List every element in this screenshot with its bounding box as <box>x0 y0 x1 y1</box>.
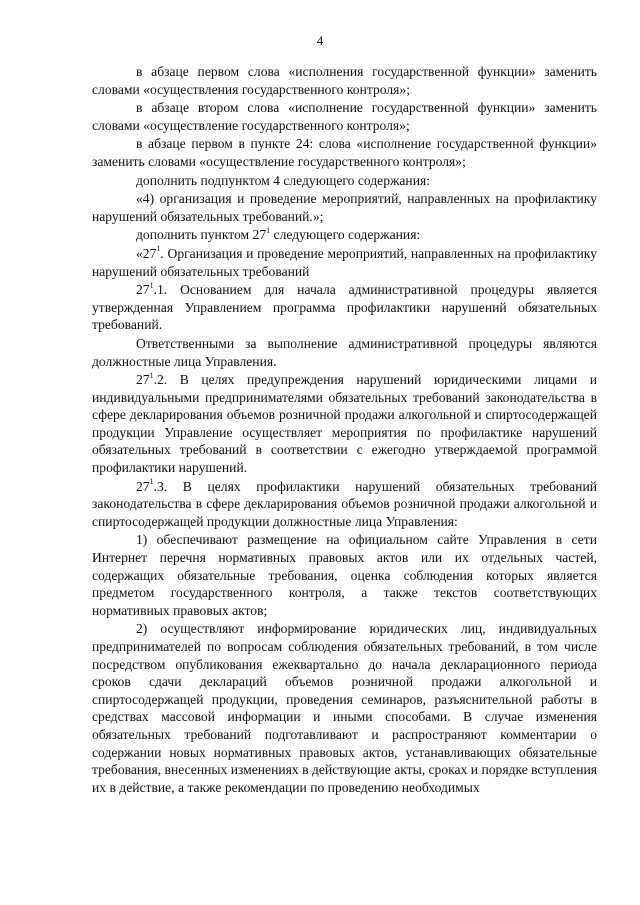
document-body <box>92 63 597 797</box>
page-number: 4 <box>316 33 324 48</box>
paragraph-text: 27 <box>136 372 150 388</box>
paragraph: в абзаце первом в пункте 24: слова «исполнение государственной функции» заменить словами «осуществление государственного контроля»; <box>92 136 597 169</box>
paragraph-text: .2. В целях предупреждения нарушений юридическими лицами и индивидуальными предпринимателями обязательных требований законодательства в сфере декларирования объемов розничной продажи алкогольной и спиртосодержащей продукции Управление осуществляет мероприятия по профилактике нарушений обязательных требований в соответствии с ежегодно утверждаемой программой профилактики нарушений. <box>92 372 597 476</box>
paragraph-text: «27 <box>136 245 157 261</box>
paragraph <box>92 245 597 280</box>
paragraph-text: . Организация и проведение мероприятий, направленных на профилактику нарушений обязательных требований <box>92 245 597 279</box>
superscript: 1 <box>149 280 154 290</box>
superscript: 1 <box>266 225 271 235</box>
paragraph: в абзаце первом слова «исполнения государственной функции» заменить словами «осуществления государственного контроля»; <box>92 64 597 97</box>
paragraph-text: 27 <box>136 282 150 298</box>
superscript: 1 <box>149 477 154 487</box>
paragraph <box>92 478 597 531</box>
paragraph-text: .3. В целях профилактики нарушений обязательных требований законодательства в сфере декларирования объемов розничной продажи алкогольной и спиртосодержащей продукции должностные лица Управления: <box>92 478 597 529</box>
paragraph <box>92 226 597 244</box>
paragraph-text: 27 <box>136 478 150 494</box>
paragraph-text: .1. Основанием для начала административной процедуры является утвержденная Управлением программа профилактики нарушений обязательных требований. <box>92 282 597 333</box>
paragraph: 2) осуществляют информирование юридических лиц, индивидуальных предпринимателей по вопросам соблюдения обязательных требований, в том числе посредством опубликования ежеквартально до начала декларационного периода сроков сдачи деклараций объемов розничной продажи алкогольной и спиртосодержащей продукции, проведения семинаров, разъяснительной работы в средствах массовой информации и иными способами. В случае изменения обязательных требований подготавливают и распространяют комментарии о содержании новых нормативных правовых актов, устанавливающих обязательные требования, внесенных изменениях в действующие акты, сроках и порядке вступления их в действие, а также рекомендации по проведению необходимых <box>92 621 598 795</box>
paragraph-text: дополнить пунктом 27 <box>136 227 267 243</box>
paragraph: 1) обеспечивают размещение на официальном сайте Управления в сети Интернет перечня нормативных правовых актов или их отдельных частей, содержащих обязательные требования, оценка соблюдения которых является предметом государственного контроля, а также текстов соответствующих нормативных правовых актов; <box>92 532 597 618</box>
paragraph <box>92 371 597 477</box>
superscript: 1 <box>149 370 154 380</box>
paragraph: «4) организация и проведение мероприятий, направленных на профилактику нарушений обязательных требований.»; <box>92 191 597 224</box>
paragraph <box>92 281 597 334</box>
paragraph: дополнить подпунктом 4 следующего содержания: <box>136 172 431 188</box>
paragraph: Ответственными за выполнение административной процедуры являются должностные лица Управления. <box>92 335 597 369</box>
paragraph: в абзаце втором слова «исполнение государственной функции» заменить словами «осуществление государственного контроля»; <box>92 100 597 133</box>
paragraph-text: следующего содержания: <box>270 227 421 243</box>
superscript: 1 <box>156 244 161 254</box>
